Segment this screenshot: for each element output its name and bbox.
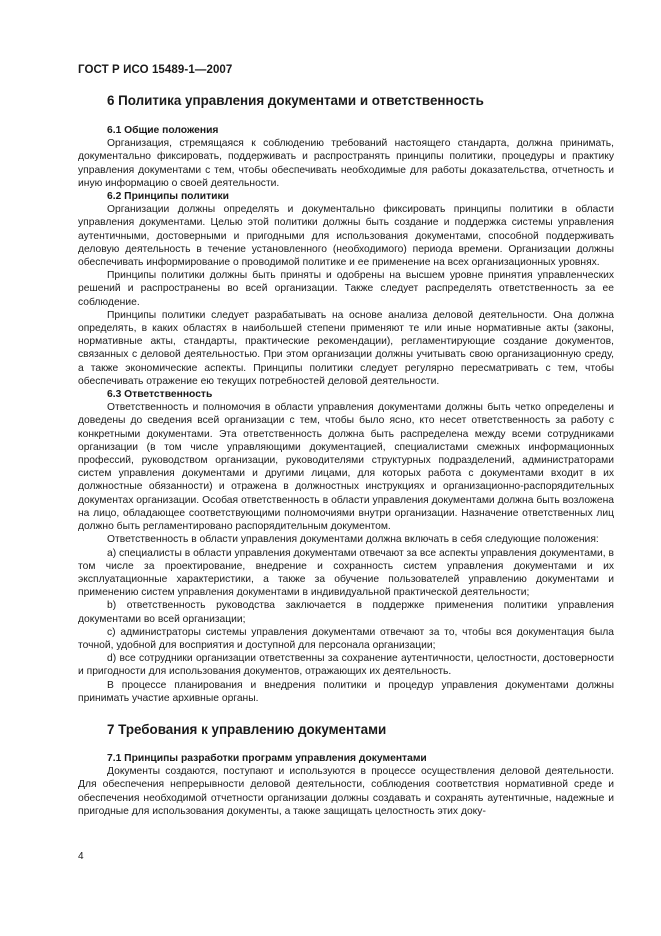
paragraph: Ответственность в области управления документами должна включать в себя следующие положения: [107,534,599,546]
subsection-6-2-title: 6.2 Принципы политики [107,191,229,203]
list-item: а) специалисты в области управления документами отвечают за все аспекты управления документами, в том числе за проектирование, внедрение и сохранность систем управления документами и их эксплуатационные характеристики, а также за обучение пользователей управлению документами и применению систем управления документами в индивидуальной практической деятельности; [78,547,614,599]
list-item: c) администраторы системы управления документами отвечают за то, чтобы вся документация была точной, удобной для восприятия и доступной для персонала организации; [78,626,614,651]
subsection-6-3-title: 6.3 Ответственность [107,389,213,401]
page-number: 4 [78,851,84,862]
paragraph: Документы создаются, поступают и используются в процессе осуществления деловой деятельности. Для обеспечения непрерывности деловой деятельности, соблюдения соответствия нормативной среде и обеспечения необходимой отчетности организации должны создавать и сохранять аутентичные, надежные и пригодные для использования документы, а также защищать целостность этих доку- [78,766,614,817]
subsection-6-1-title: 6.1 Общие положения [107,125,219,136]
paragraph: Принципы политики должны быть приняты и одобрены на высшем уровне принятия управленческих решений и распространены во всей организации. Также следует распределять ответственность за ее соблюдение. [78,270,614,308]
section-6-title: 6 Политика управления документами и ответственность [107,93,484,108]
paragraph: Ответственность и полномочия в области управления документами должны быть четко определены и доведены до сведения всей организации с тем, чтобы было ясно, кто несет ответственность за работу с конкретными документами. Эта ответственность должна быть распределена между всеми сотрудниками организации (в том числе управляющими документацией, специалистами смежных информационных профессий, руководством организации, руководителями структурных подразделений, администраторами систем управления документами и другими лицами, для которых работа с документами входит в их должностные обязанности) и отражена в должностных инструкциях и организационно-распорядительных документах организации. Особая ответственность в области управления документами должна быть возложена на лицо, обладающее соответствующими полномочиями внутри организации. Назначение ответственных лиц должно быть регламентировано распорядительным документом. [78,402,614,533]
standard-code-header: ГОСТ Р ИСО 15489-1—2007 [78,64,233,76]
page-content [78,91,614,818]
subsection-7-1-title: 7.1 Принципы разработки программ управления документами [107,752,427,764]
section-7-title: 7 Требования к управлению документами [107,721,387,737]
paragraph: В процессе планирования и внедрения политики и процедур управления документами должны принимать участие архивные органы. [78,679,614,704]
list-item: b) ответственность руководства заключается в поддержке применения политики управления документами во всей организации; [78,600,614,625]
paragraph: Принципы политики следует разрабатывать на основе анализа деловой деятельности. Она должна определять, в каких областях в наибольшей степени применяют те или иные нормативные акты (законы, нормативные акты, стандарты, практические рекомендации), регламентирующие создание документов, связанных с деловой деятельностью. При этом организации должны учитывать свою организационную среду, а также экономические аспекты. Принципы политики следует регулярно пересматривать с тем, чтобы обеспечивать отражение ею текущих потребностей деловой деятельности. [78,309,614,387]
list-item: d) все сотрудники организации ответственны за сохранение аутентичности, целостности, достоверности и пригодности для использования документов, отражающих их деятельность. [78,653,614,678]
paragraph: Организация, стремящаяся к соблюдению требований настоящего стандарта, должна принимать, документально фиксировать, поддерживать и распространять принципы политики, процедуры и практику управления документами с тем, чтобы обеспечивать необходимые для работы доказательства, отчетность и иную информацию о своей деятельности. [78,138,614,189]
paragraph: Организации должны определять и документально фиксировать принципы политики в области управления документами. Целью этой политики должны быть создание и поддержка системы управления аутентичными, достоверными и пригодными для использования документами, способной поддерживать деловую деятельность в течение установленного (необходимого) периода времени. Организации должны обеспечивать информирование о проводимой политике и ее применение на всех организационных уровнях. [78,204,614,269]
